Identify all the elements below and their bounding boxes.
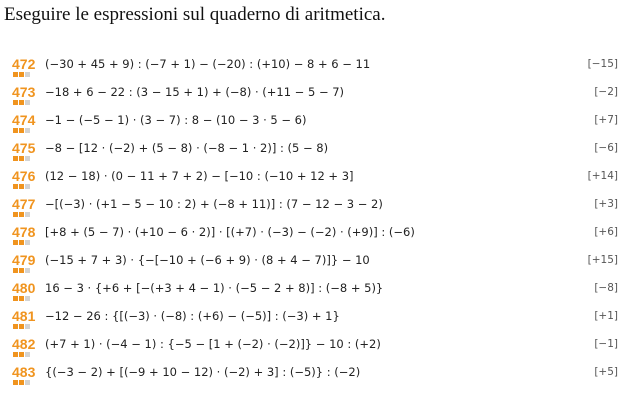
exercise-expression: (−15 + 7 + 3) · {−[−10 + (−6 + 9) · (8 + 4 − 7)]} − 10 bbox=[45, 253, 370, 267]
difficulty-dot bbox=[13, 240, 18, 245]
difficulty-indicator bbox=[13, 296, 35, 301]
exercise-row bbox=[12, 252, 618, 280]
exercise-expression: −[(−3) · (+1 − 5 − 10 : 2) + (−8 + 11)] : (7 − 12 − 3 − 2) bbox=[45, 197, 383, 211]
exercise-answer: [+6] bbox=[594, 226, 618, 238]
exercise-expression: −8 − [12 · (−2) + (5 − 8) · (−8 − 1 · 2)] : (5 − 8) bbox=[45, 141, 329, 155]
difficulty-dot bbox=[13, 352, 18, 357]
difficulty-dot bbox=[19, 324, 24, 329]
exercise-row bbox=[12, 84, 618, 112]
difficulty-indicator bbox=[13, 380, 35, 385]
difficulty-dot bbox=[13, 184, 18, 189]
exercise-row bbox=[12, 336, 618, 364]
difficulty-dot bbox=[19, 184, 24, 189]
exercise-answer: [−15] bbox=[587, 58, 618, 70]
exercise-answer: [−2] bbox=[594, 86, 618, 98]
difficulty-dot bbox=[19, 380, 24, 385]
exercise-expression: 16 − 3 · {+6 + [−(+3 + 4 − 1) · (−5 − 2 + 8)] : (−8 + 5)} bbox=[45, 281, 384, 295]
exercise-expression: (+7 + 1) · (−4 − 1) : {−5 − [1 + (−2) · (−2)]} − 10 : (+2) bbox=[45, 337, 381, 351]
difficulty-indicator bbox=[13, 184, 35, 189]
exercise-answer: [+5] bbox=[594, 366, 618, 378]
exercise-expression: [+8 + (5 − 7) · (+10 − 6 · 2)] · [(+7) · (−3) − (−2) · (+9)] : (−6) bbox=[45, 225, 415, 239]
exercise-number: 478 bbox=[12, 224, 36, 240]
difficulty-dot bbox=[13, 268, 18, 273]
difficulty-dot bbox=[19, 72, 24, 77]
difficulty-dot bbox=[25, 352, 30, 357]
difficulty-dot bbox=[19, 100, 24, 105]
difficulty-dot bbox=[25, 212, 30, 217]
difficulty-indicator bbox=[13, 240, 35, 245]
difficulty-dot bbox=[13, 324, 18, 329]
difficulty-indicator bbox=[13, 72, 35, 77]
exercise-row bbox=[12, 224, 618, 252]
exercise-row bbox=[12, 280, 618, 308]
exercise-number: 479 bbox=[12, 252, 36, 268]
difficulty-dot bbox=[19, 352, 24, 357]
difficulty-indicator bbox=[13, 352, 35, 357]
difficulty-dot bbox=[13, 156, 18, 161]
difficulty-dot bbox=[25, 324, 30, 329]
page-title: Eseguire le espressioni sul quaderno di aritmetica. bbox=[4, 4, 386, 25]
exercise-number: 483 bbox=[12, 364, 36, 380]
difficulty-indicator bbox=[13, 100, 35, 105]
exercise-number: 481 bbox=[12, 308, 36, 324]
difficulty-dot bbox=[19, 128, 24, 133]
difficulty-dot bbox=[19, 212, 24, 217]
exercise-row bbox=[12, 364, 618, 392]
difficulty-dot bbox=[25, 268, 30, 273]
difficulty-dot bbox=[25, 184, 30, 189]
difficulty-dot bbox=[13, 100, 18, 105]
difficulty-dot bbox=[13, 128, 18, 133]
exercise-answer: [+14] bbox=[587, 170, 618, 182]
exercise-answer: [+3] bbox=[594, 198, 618, 210]
exercise-expression: (−30 + 45 + 9) : (−7 + 1) − (−20) : (+10) − 8 + 6 − 11 bbox=[45, 57, 371, 71]
exercise-row bbox=[12, 112, 618, 140]
difficulty-dot bbox=[19, 268, 24, 273]
exercise-row bbox=[12, 168, 618, 196]
exercise-number: 477 bbox=[12, 196, 36, 212]
exercise-expression: −12 − 26 : {[(−3) · (−8) : (+6) − (−5)] : (−3) + 1} bbox=[45, 309, 340, 323]
exercise-answer: [−6] bbox=[594, 142, 618, 154]
exercise-number: 476 bbox=[12, 168, 36, 184]
exercise-number: 480 bbox=[12, 280, 36, 296]
difficulty-dot bbox=[25, 380, 30, 385]
exercise-answer: [+1] bbox=[594, 310, 618, 322]
exercise-expression: {(−3 − 2) + [(−9 + 10 − 12) · (−2) + 3] : (−5)} : (−2) bbox=[45, 365, 361, 379]
exercise-row bbox=[12, 140, 618, 168]
difficulty-dot bbox=[13, 380, 18, 385]
difficulty-dot bbox=[19, 240, 24, 245]
difficulty-indicator bbox=[13, 268, 35, 273]
difficulty-dot bbox=[25, 296, 30, 301]
exercise-row bbox=[12, 56, 618, 84]
difficulty-dot bbox=[25, 100, 30, 105]
exercise-number: 472 bbox=[12, 56, 36, 72]
exercise-answer: [+7] bbox=[594, 114, 618, 126]
difficulty-dot bbox=[13, 296, 18, 301]
exercise-list bbox=[12, 56, 618, 392]
exercise-expression: −18 + 6 − 22 : (3 − 15 + 1) + (−8) · (+11 − 5 − 7) bbox=[45, 85, 345, 99]
difficulty-indicator bbox=[13, 156, 35, 161]
difficulty-dot bbox=[25, 240, 30, 245]
exercise-number: 475 bbox=[12, 140, 36, 156]
exercise-answer: [+15] bbox=[587, 254, 618, 266]
exercise-row bbox=[12, 308, 618, 336]
exercise-number: 482 bbox=[12, 336, 36, 352]
exercise-number: 473 bbox=[12, 84, 36, 100]
difficulty-dot bbox=[13, 212, 18, 217]
exercise-expression: −1 − (−5 − 1) · (3 − 7) : 8 − (10 − 3 · 5 − 6) bbox=[45, 113, 307, 127]
difficulty-dot bbox=[19, 156, 24, 161]
exercise-number: 474 bbox=[12, 112, 36, 128]
difficulty-dot bbox=[25, 128, 30, 133]
difficulty-indicator bbox=[13, 212, 35, 217]
difficulty-dot bbox=[25, 156, 30, 161]
exercise-answer: [−1] bbox=[594, 338, 618, 350]
difficulty-indicator bbox=[13, 324, 35, 329]
exercise-answer: [−8] bbox=[594, 282, 618, 294]
difficulty-indicator bbox=[13, 128, 35, 133]
exercise-expression: (12 − 18) · (0 − 11 + 7 + 2) − [−10 : (−10 + 12 + 3] bbox=[45, 169, 354, 183]
difficulty-dot bbox=[25, 72, 30, 77]
difficulty-dot bbox=[13, 72, 18, 77]
exercise-row bbox=[12, 196, 618, 224]
difficulty-dot bbox=[19, 296, 24, 301]
